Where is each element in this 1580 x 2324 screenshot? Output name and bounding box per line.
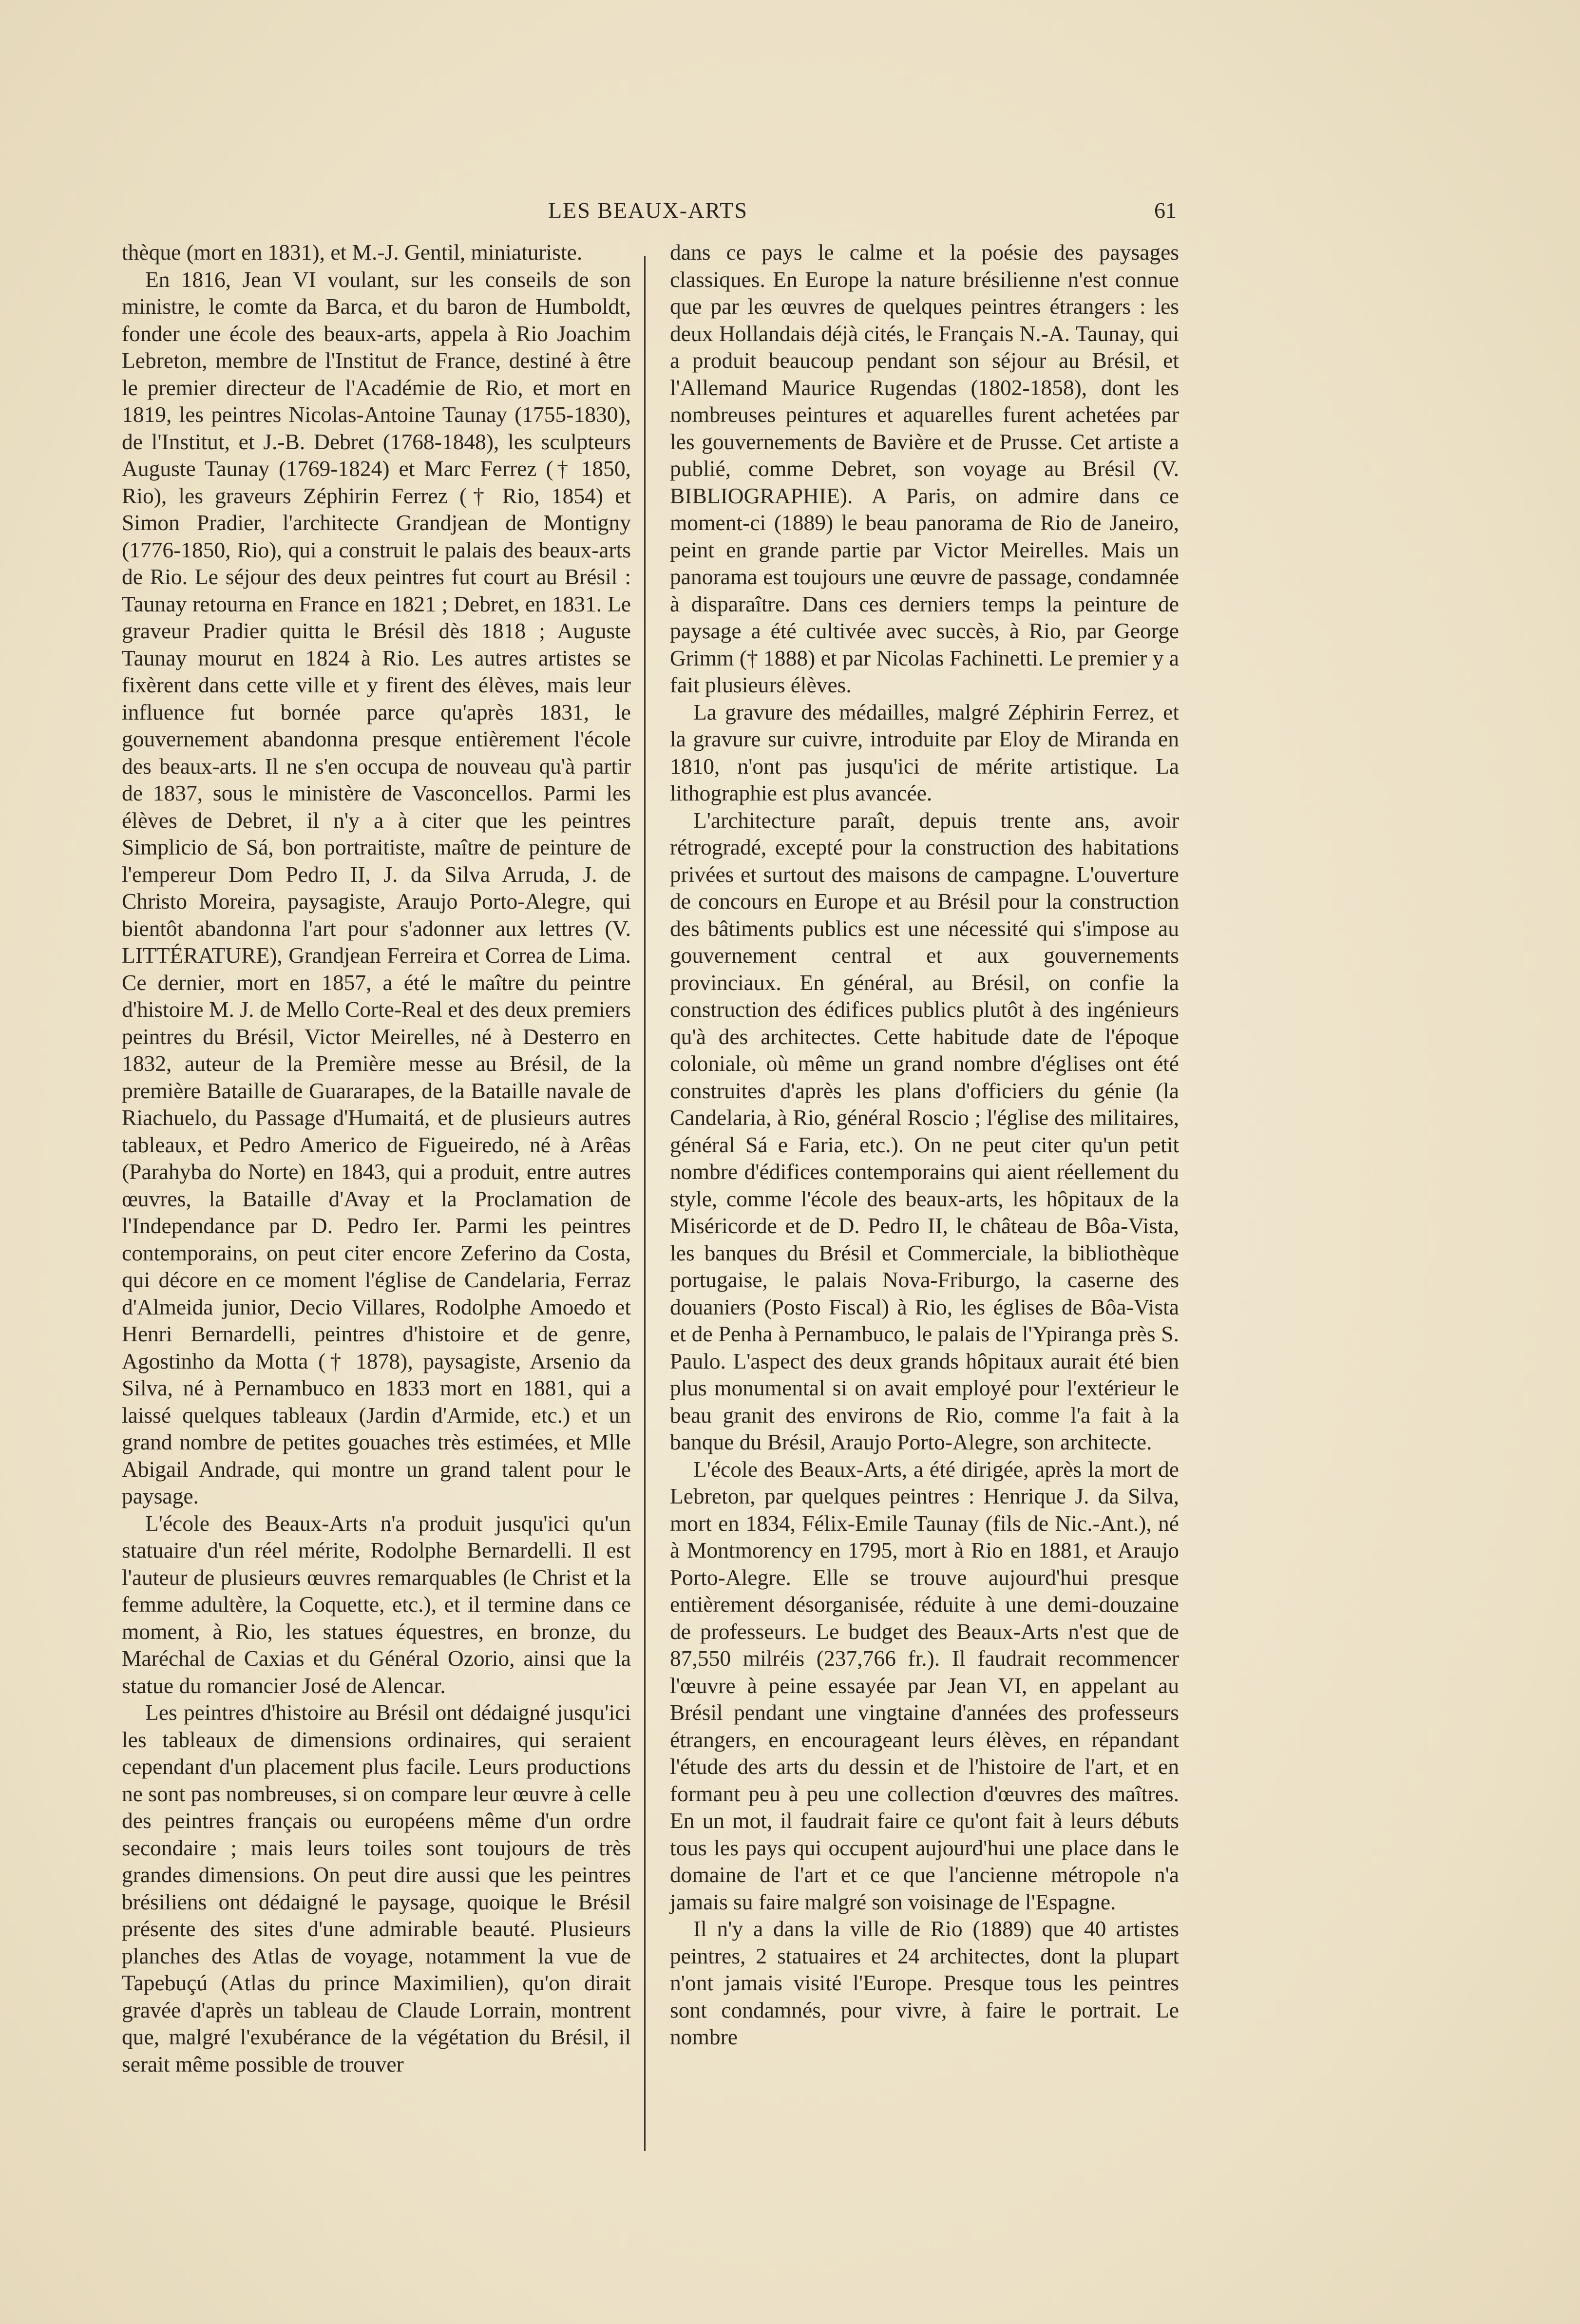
- paragraph: thèque (mort en 1831), et M.-J. Gentil, miniaturiste.: [122, 240, 583, 265]
- paragraph: L'école des Beaux-Arts n'a produit jusqu'ici qu'un statuaire d'un réel mérite, Rodolphe Bernardelli. Il est l'auteur de plusieurs œuvres remarquables (le Christ et la femme adultère, la Coquette, etc.), et il termine dans ce moment, à Rio, les statues équestres, en bronze, du Maréchal de Caxias et du Général Ozorio, ainsi que la statue du romancier José de Alencar.: [122, 1510, 631, 1698]
- paragraph: L'architecture paraît, depuis trente ans, avoir rétrogradé, excepté pour la construction des habitations privées et surtout des maisons de campagne. L'ouverture de concours en Europe et au Brésil pour la construction des bâtiments publics est une nécessité qui s'impose au gouvernement central et aux gouvernements provinciaux. En général, au Brésil, on confie la construction des édifices publics plutôt à des ingénieurs qu'à des architectes. Cette habitude date de l'époque coloniale, où même un grand nombre d'églises ont été construites d'après les plans d'officiers du génie (la Candelaria, à Rio, général Roscio ; l'église des militaires, général Sá e Faria, etc.). On ne peut citer qu'un petit nombre d'édifices contemporains qui aient réellement du style, comme l'école des beaux-arts, les hôpitaux de la Miséricorde et de D. Pedro II, le château de Bôa-Vista, les banques du Brésil et Commerciale, la bibliothèque portugaise, le palais Nova-Friburgo, la caserne des douaniers (Posto Fiscal) à Rio, les églises de Bôa-Vista et de Penha à Pernambuco, le palais de l'Ypiranga près S. Paulo. L'aspect des deux grands hôpitaux aurait été bien plus monumental si on avait employé pour l'extérieur le beau granit des environs de Rio, comme l'a fait à la banque du Brésil, Araujo Porto-Alegre, son architecte.: [670, 807, 1179, 1454]
- page-number: 61: [1154, 198, 1177, 223]
- paragraph: En 1816, Jean VI voulant, sur les conseils de son ministre, le comte da Barca, et du baron de Humboldt, fonder une école des beaux-arts, appela à Rio Joachim Lebreton, membre de l'Institut de France, destiné à être le premier directeur de l'Académie de Rio, et mort en 1819, les peintres Nicolas-Antoine Taunay (1755-1830), de l'Institut, et J.-B. Debret (1768-1848), les sculpteurs Auguste Taunay (1769-1824) et Marc Ferrez († 1850, Rio), les graveurs Zéphirin Ferrez († Rio, 1854) et Simon Pradier, l'architecte Grandjean de Montigny (1776-1850, Rio), qui a construit le palais des beaux-arts de Rio. Le séjour des deux peintres fut court au Brésil : Taunay retourna en France en 1821 ; Debret, en 1831. Le graveur Pradier quitta le Brésil dès 1818 ; Auguste Taunay mourut en 1824 à Rio. Les autres artistes se fixèrent dans cette ville et y firent des élèves, mais leur influence fut bornée parce qu'après 1831, le gouvernement abandonna presque entièrement l'école des beaux-arts. Il ne s'en occupa de nouveau qu'à partir de 1837, sous le ministère de Vasconcellos. Parmi les élèves de Debret, il n'y a à citer que les peintres Simplicio de Sá, bon portraitiste, maître de peinture de l'empereur Dom Pedro II, J. da Silva Arruda, J. de Christo Moreira, paysagiste, Araujo Porto-Alegre, qui bientôt abandonna l'art pour s'adonner aux lettres (V. LITTÉRATURE), Grandjean Ferreira et Correa de Lima. Ce dernier, mort en 1857, a été le maître du peintre d'histoire M. J. de Mello Corte-Real et des deux premiers peintres du Brésil, Victor Meirelles, né à Desterro en 1832, auteur de la Première messe au Brésil, de la première Bataille de Guararapes, de la Bataille navale de Riachuelo, du Passage d'Humaitá, et de plusieurs autres tableaux, et Pedro Americo de Figueiredo, né à Arêas (Parahyba do Norte) en 1843, qui a produit, entre autres œuvres, la Bataille d'Avay et la Proclamation de l'Independance par D. Pedro Ier. Parmi les peintres contemporains, on peut citer encore Zeferino da Costa, qui décore en ce moment l'église de Candelaria, Ferraz d'Almeida junior, Decio Villares, Rodolphe Amoedo et Henri Bernardelli, peintres d'histoire et de genre, Agostinho da Motta († 1878), paysagiste, Arsenio da Silva, né à Pernambuco en 1833 mort en 1881, qui a laissé quelques tableaux (Jardin d'Armide, etc.) et un grand nombre de petites gouaches très estimées, et Mlle Abigail Andrade, qui montre un grand talent pour le paysage.: [122, 267, 631, 1508]
- paragraph: Il n'y a dans la ville de Rio (1889) que 40 artistes peintres, 2 statuaires et 24 architectes, dont la plupart n'ont jamais visité l'Europe. Presque tous les peintres sont condamnés, pour vivre, à faire le portrait. Le nombre: [670, 1916, 1179, 2049]
- page-header: [119, 197, 1177, 227]
- paragraph: dans ce pays le calme et la poésie des paysages classiques. En Europe la nature brésilienne n'est connue que par les œuvres de quelques peintres étrangers : les deux Hollandais déjà cités, le Français N.-A. Taunay, qui a produit beaucoup pendant son séjour au Brésil, et l'Allemand Maurice Rugendas (1802-1858), dont les nombreuses peintures et aquarelles furent achetées par les gouvernements de Bavière et de Prusse. Cet artiste a publié, comme Debret, son voyage au Brésil (V. BIBLIOGRAPHIE). A Paris, on admire dans ce moment-ci (1889) le beau panorama de Rio de Janeiro, peint en grande partie par Victor Meirelles. Mais un panorama est toujours une œuvre de passage, condamnée à disparaître. Dans ces derniers temps la peinture de paysage a été cultivée avec succès, à Rio, par George Grimm († 1888) et par Nicolas Fachinetti. Le premier y a fait plusieurs élèves.: [670, 240, 1179, 697]
- running-title: LES BEAUX-ARTS: [548, 198, 748, 223]
- left-column: [122, 239, 631, 2163]
- paragraph: L'école des Beaux-Arts, a été dirigée, après la mort de Lebreton, par quelques peintres : Henrique J. da Silva, mort en 1834, Félix-Emile Taunay (fils de Nic.-Ant.), né à Montmorency en 1795, mort à Rio en 1881, et Araujo Porto-Alegre. Elle se trouve aujourd'hui presque entièrement désorganisée, réduite à une demi-douzaine de professeurs. Le budget des Beaux-Arts n'est que de 87,550 milréis (237,766 fr.). Il faudrait recommencer l'œuvre à peine essayée par Jean VI, en appelant au Brésil pendant une vingtaine d'années des professeurs étrangers, en encourageant leurs élèves, en répandant l'étude des arts du dessin et de l'histoire de l'art, et en formant peu à peu une collection d'œuvres des maîtres. En un mot, il faudrait faire ce qu'ont fait à leurs débuts tous les pays qui occupent aujourd'hui une place dans le domaine de l'art et ce que l'ancienne métropole n'a jamais su faire malgré son voisinage de l'Espagne.: [670, 1456, 1179, 1914]
- column-divider: [644, 256, 646, 2151]
- right-column: [670, 239, 1179, 2139]
- paragraph: Les peintres d'histoire au Brésil ont dédaigné jusqu'ici les tableaux de dimensions ordinaires, qui seraient cependant d'un placement plus facile. Leurs productions ne sont pas nombreuses, si on compare leur œuvre à celle des peintres français ou européens même d'un ordre secondaire ; mais leurs toiles sont toujours de très grandes dimensions. On peut dire aussi que les peintres brésiliens ont dédaigné le paysage, quoique le Brésil présente des sites d'une admirable beauté. Plusieurs planches des Atlas de voyage, notamment la vue de Tapebuçú (Atlas du prince Maximilien), qu'on dirait gravée d'après un tableau de Claude Lorrain, montrent que, malgré l'exubérance de la végétation du Brésil, il serait même possible de trouver: [122, 1700, 631, 2076]
- paragraph: La gravure des médailles, malgré Zéphirin Ferrez, et la gravure sur cuivre, introduite par Eloy de Miranda en 1810, n'ont pas jusqu'ici de mérite artistique. La lithographie est plus avancée.: [670, 699, 1179, 805]
